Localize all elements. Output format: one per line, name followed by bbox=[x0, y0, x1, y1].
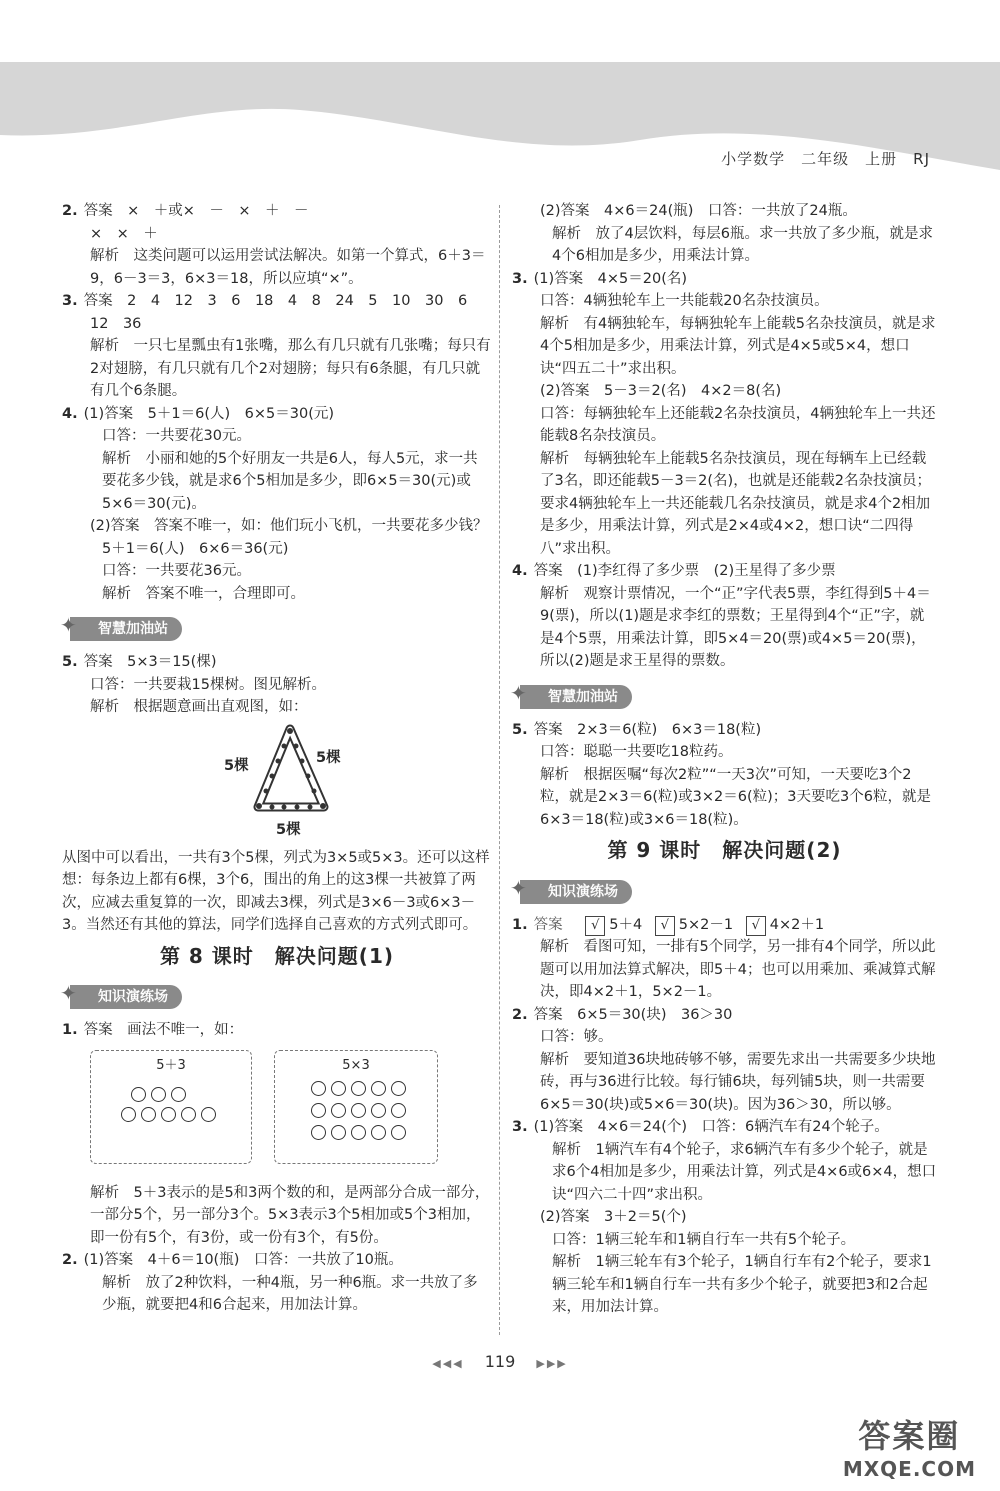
site-watermark: 答案圈 MXQE.COM bbox=[842, 1417, 976, 1481]
lesson8-question-2-part2 bbox=[512, 200, 937, 268]
analysis: 解析 看图可知，一排有5个同学，另一排有4个同学，所以此题可以用加法算式解决，即5＋4；也可以用乘加、乘减算式解决，即4×2＋1，5×2－1。 bbox=[540, 939, 936, 1000]
page-number: 119 bbox=[484, 1352, 516, 1371]
book-title: 小学数学 二年级 上册 RJ bbox=[721, 150, 930, 168]
analysis: 解析 有4辆独轮车，每辆独轮车上能载5名杂技演员，就是求4个5相加是多少，用乘法计算，列式是4×5或5×4，想口诀“四五二十”求出积。 bbox=[540, 315, 936, 377]
answer-line: 答案 5×3＝15(棵) bbox=[83, 654, 217, 670]
circle bbox=[161, 1107, 176, 1122]
answer-line: (1)答案 4＋6＝10(瓶) 口答：一共放了10瓶。 bbox=[83, 1252, 403, 1268]
answer-line: 答案 2×3＝6(粒) 6×3＝18(粒) bbox=[533, 721, 762, 738]
question-2: 2. 答案 × ＋或× － × ＋ － × × ＋ 解析 这类问题可以运用尝试法解决。如第一个算式，6＋3＝9，6－3＝3，6×3＝18，所以应填“×”。 bbox=[62, 200, 492, 290]
analysis: 解析 一只七星瓢虫有1张嘴，那么有几只就有几张嘴；每只有2对翅膀，有几只就有几个2对翅膀；每只有6条腿，有几只就有几个6条腿。 bbox=[90, 338, 491, 399]
oral-answer: 口答：够。 bbox=[540, 1029, 613, 1045]
circle bbox=[331, 1081, 346, 1096]
circle bbox=[181, 1107, 196, 1122]
circle bbox=[351, 1103, 366, 1118]
lesson8-question-1: 1. 答案 画法不唯一，如： 5＋3 5×3 解析 5＋3表示的是5和3两个数的和，是两部分合成一部分，一部分5个，另一部分3个。5×3表示3个5相加或5个3相加，即一份有5个，有3份，或一份有3个，有5份。 bbox=[62, 1019, 492, 1249]
triangle-bottom-label: 5棵 bbox=[276, 821, 301, 838]
question-3: 3. 答案 2 4 12 3 6 18 4 8 24 5 10 30 6 12 36 解析 一只七星瓢虫有1张嘴，那么有几只就有几张嘴；每只有2对翅膀，有几只就有几个2对翅膀；每只有6条腿，有几只就有几个6条腿。 bbox=[62, 290, 492, 403]
section-banner: ✦ 智慧加油站 bbox=[70, 617, 182, 641]
check-mark-icon: √ bbox=[746, 916, 766, 936]
page-footer bbox=[0, 1352, 1000, 1371]
triangle-left-label: 5棵 bbox=[224, 757, 249, 774]
circle bbox=[351, 1081, 366, 1096]
answer-line: 答案 画法不唯一，如： bbox=[83, 1022, 244, 1038]
circle bbox=[391, 1125, 406, 1140]
star-icon: ✦ bbox=[510, 875, 527, 900]
analysis: 解析 观察计票情况，一个“正”字代表5票，李红得到5＋4＝9(票)，所以(1)题是求李红的票数；王星得到4个“正”字，就是4个5票，用乘法计算，即5×4＝20(票)或4×5＝20(票)，所以(2)题是求王星得的票数。 bbox=[540, 585, 931, 669]
answer-line: (2)答案 4×6＝24(瓶) 口答：一共放了24瓶。 bbox=[540, 203, 857, 219]
question-4: 4. (1)答案 5＋1＝6(人) 6×5＝30(元) 口答：一共要花30元。 解析 小丽和她的5个好朋友一共是6人，每人5元，求一共要花多少钱，就是求6个5相加是多少，即6×5＝30(元)或5×6＝30(元)。 (2)答案 答案不唯一，如：他们玩小飞机，一共要花多少钱？ 5＋1＝6(人) 6×6＝36(元) 口答：一共要花36元。 解析 答案不唯一，合理即可。 bbox=[62, 403, 492, 606]
left-column bbox=[62, 200, 492, 1317]
circle bbox=[331, 1103, 346, 1118]
circle bbox=[391, 1103, 406, 1118]
circle bbox=[311, 1125, 326, 1140]
page-header bbox=[0, 0, 1000, 180]
addition-box: 5＋3 bbox=[90, 1050, 252, 1164]
analysis: 解析 答案不唯一，合理即可。 bbox=[102, 585, 305, 602]
circle bbox=[371, 1081, 386, 1096]
lesson-title: 第 8 课时 解决问题(1) bbox=[159, 943, 395, 968]
analysis: 解析 5＋3表示的是5和3两个数的和，是两部分合成一部分，一部分5个，另一部分3个。5×3表示3个5相加或5个3相加，即一份有5个，有3份，或一份有3个，有5份。 bbox=[90, 1184, 490, 1246]
circle bbox=[391, 1081, 406, 1096]
right-column bbox=[512, 200, 937, 1319]
analysis: 解析 要知道36块地砖够不够，需要先求出一共需要多少块地砖，再与36进行比较。每行铺6块，每列铺5块，则一共需要6×5＝30(块)或5×6＝30(块)。因为36＞30，所以够。 bbox=[540, 1051, 936, 1113]
circle bbox=[311, 1081, 326, 1096]
answer-line: 答案 (1)李红得了多少票 (2)王星得了多少票 bbox=[533, 563, 836, 579]
analysis: 解析 放了4层饮料，每层6瓶。求一共放了多少瓶，就是求4个6相加是多少，用乘法计算。 bbox=[552, 225, 933, 264]
lesson8-question-4: 4. 答案 (1)李红得了多少票 (2)王星得了多少票 解析 观察计票情况，一个“正”字代表5票，李红得到5＋4＝9(票)，所以(1)题是求李红的票数；王星得到4个“正”字，就是4个5票，用乘法计算，即5×4＝20(票)或4×5＝20(票)，所以(2)题是求王星得的票数。 bbox=[512, 560, 937, 673]
analysis: 解析 1辆汽车有4个轮子，求6辆汽车有多少个轮子，就是求6个4相加是多少，用乘法计算，列式是4×6或6×4，想口诀“四六二十四”求出积。 bbox=[552, 1141, 937, 1203]
lesson8-question-5: 5. 答案 2×3＝6(粒) 6×3＝18(粒) 口答：聪聪一共要吃18粒药。 解析 根据医嘱“每次2粒”“一天3次”可知，一天要吃3个2粒，就是2×3＝6(粒)或3×2＝6(粒)；3天要吃3个6粒，就是6×3＝18(粒)或3×6＝18(粒)。 bbox=[512, 719, 937, 832]
analysis: 解析 根据题意画出直观图，如： bbox=[90, 699, 308, 715]
analysis: 解析 每辆独轮车上能载5名杂技演员，现在每辆车上已经载了3名，即还能载5－3＝2(名)，也就是还能载2名杂技演员；要求4辆独轮车上一共还能载几名杂技演员，就是求4个2相加是多少，用乘法计算，列式是2×4或4×2，想口诀“二四得八”求出积。 bbox=[540, 450, 931, 557]
star-icon: ✦ bbox=[510, 680, 527, 705]
section-banner: ✦ 智慧加油站 bbox=[520, 685, 632, 709]
circle bbox=[351, 1125, 366, 1140]
star-icon: ✦ bbox=[60, 613, 77, 637]
lesson9-question-3: 3. (1)答案 4×6＝24(个) 口答：6辆汽车有24个轮子。 解析 1辆汽车有4个轮子，求6辆汽车有多少个轮子，就是求6个4相加是多少，用乘法计算，列式是4×6或6×4，想口诀“四六二十四”求出积。 (2)答案 3＋2＝5(个) 口答：1辆三轮车和1辆自行车一共有5个轮子。 解析 1辆三轮车有3个轮子，1辆自行车有2个轮子，要求1辆三轮车和1辆自行车一共有多少个轮子，就要把3和2合起来，用加法计算。 bbox=[512, 1116, 937, 1319]
oral-answer: 口答：每辆独轮车上还能载2名杂技演员，4辆独轮车上一共还能载8名杂技演员。 bbox=[540, 405, 936, 444]
explanation: 从图中可以看出，一共有3个5棵，列式为3×5或5×3。还可以这样想：每条边上都有6棵，3个6，围出的角上的这3棵一共被算了两次，应减去重复算的一次，即减去3棵，列式是3×6－3或6×3－3。当然还有其他的算法，同学们选择自己喜欢的方式列式即可。 bbox=[62, 849, 490, 933]
check-mark-icon: √ bbox=[585, 916, 605, 936]
circle bbox=[171, 1087, 186, 1102]
answer-line: (2)答案 5－3＝2(名) 4×2＝8(名) bbox=[540, 383, 782, 399]
analysis: 解析 1辆三轮车有3个轮子，1辆自行车有2个轮子，要求1辆三轮车和1辆自行车一共有多少个轮子，就要把3和2合起来，用加法计算。 bbox=[552, 1254, 932, 1315]
answer-line: 答案 2 4 12 3 6 18 4 8 24 5 10 30 6 12 36 bbox=[83, 293, 482, 332]
column-divider bbox=[499, 205, 500, 1335]
circle bbox=[141, 1107, 156, 1122]
circle bbox=[371, 1125, 386, 1140]
star-icon: ✦ bbox=[60, 981, 77, 1005]
circle bbox=[151, 1087, 166, 1102]
analysis: 解析 根据医嘱“每次2粒”“一天3次”可知，一天要吃3个2粒，就是2×3＝6(粒)或3×2＝6(粒)；3天要吃3个6粒，就是6×3＝18(粒)或3×6＝18(粒)。 bbox=[540, 766, 931, 828]
circle bbox=[131, 1087, 146, 1102]
lesson9-question-2: 2. 答案 6×5＝30(块) 36＞30 口答：够。 解析 要知道36块地砖够不够，需要先求出一共需要多少块地砖，再与36进行比较。每行铺6块，每列铺5块，则一共需要6×5＝30(块)或5×6＝30(块)。因为36＞30，所以够。 bbox=[512, 1004, 937, 1117]
answer-line: (1)答案 4×5＝20(名) bbox=[533, 270, 688, 287]
oral-answer: 口答：4辆独轮车上一共能载20名杂技演员。 bbox=[540, 293, 829, 309]
circle bbox=[371, 1103, 386, 1118]
lesson-title: 第 9 课时 解决问题(2) bbox=[607, 838, 842, 862]
calculation: 5＋1＝6(人) 6×6＝36(元) bbox=[102, 540, 289, 557]
question-5: 5. 答案 5×3＝15(棵) 口答：一共要栽15棵树。图见解析。 解析 根据题意画出直观图，如： 5棵 5棵 5棵 从图中可以看出，一共有3个5棵，列式为3×5或5×3。还可以这样想：每条边上都有6棵，3个6，围出的角上的这3棵一共被算了两次，应减去重复算的一次，即减去3棵，列式是3×6－3或6×3－3。当然还有其他的算法，同学们选择自己喜欢的方式列式即可。 bbox=[62, 651, 492, 937]
analysis: 解析 小丽和她的5个好朋友一共是6人，每人5元，求一共要花多少钱，就是求6个5相加是多少，即6×5＝30(元)或5×6＝30(元)。 bbox=[102, 450, 478, 512]
section-banner: ✦ 知识演练场 bbox=[520, 880, 632, 904]
oral-answer: 口答：聪聪一共要吃18粒药。 bbox=[540, 744, 733, 760]
oral-answer: 口答：一共要花30元。 bbox=[102, 428, 251, 444]
right-arrows-icon: ▶▶▶ bbox=[536, 1357, 568, 1370]
circle bbox=[331, 1125, 346, 1140]
drawing-boxes bbox=[62, 1042, 492, 1182]
section-banner: ✦ 知识演练场 bbox=[70, 985, 182, 1009]
lesson8-question-2: 2. (1)答案 4＋6＝10(瓶) 口答：一共放了10瓶。 解析 放了2种饮料，一种4瓶，另一种6瓶。求一共放了多少瓶，就要把4和6合起来，用加法计算。 bbox=[62, 1249, 492, 1317]
left-arrows-icon: ◀◀◀ bbox=[432, 1357, 464, 1370]
answer-line: (2)答案 3＋2＝5(个) bbox=[540, 1209, 687, 1225]
circle bbox=[311, 1103, 326, 1118]
lesson8-question-3: 3. (1)答案 4×5＝20(名) 口答：4辆独轮车上一共能载20名杂技演员。 解析 有4辆独轮车，每辆独轮车上能载5名杂技演员，就是求4个5相加是多少，用乘法计算，列式是4×5或5×4，想口诀“四五二十”求出积。 (2)答案 5－3＝2(名) 4×2＝8(名) 口答：每辆独轮车上还能载2名杂技演员，4辆独轮车上一共还能载8名杂技演员。 解析 每辆独轮车上能载5名杂技演员，现在每辆车上已经载了3名，即还能载5－3＝2(名)，也就是还能载2名杂技演员；要求4辆独轮车上一共还能载几名杂技演员，就是求4个2相加是多少，用乘法计算，列式是2×4或4×2，想口诀“二四得八”求出积。 bbox=[512, 268, 937, 561]
answer-line: × × ＋ bbox=[90, 225, 158, 242]
answer-line: (1)答案 5＋1＝6(人) 6×5＝30(元) bbox=[83, 405, 335, 422]
check-mark-icon: √ bbox=[655, 916, 675, 936]
circle bbox=[201, 1107, 216, 1122]
multiplication-box: 5×3 bbox=[274, 1050, 438, 1164]
triangle-diagram bbox=[62, 719, 492, 847]
answer-line: 答案 × ＋或× － × ＋ － bbox=[83, 203, 309, 219]
answer-line: (2)答案 答案不唯一，如：他们玩小飞机，一共要花多少钱？ bbox=[90, 518, 488, 534]
analysis: 解析 放了2种饮料，一种4瓶，另一种6瓶。求一共放了多少瓶，就要把4和6合起来，用加法计算。 bbox=[102, 1274, 478, 1313]
lesson9-question-1: 1. 答案 √ 5＋4 √ 5×2－1 √ 4×2＋1 解析 看图可知，一排有5个同学，另一排有4个同学，所以此题可以用加法算式解决，即5＋4；也可以用乘加、乘减算式解决，即4×2＋1，5×2－1。 bbox=[512, 914, 937, 1004]
answer-line: 答案 6×5＝30(块) 36＞30 bbox=[533, 1006, 733, 1023]
oral-answer: 口答：一共要栽15棵树。图见解析。 bbox=[90, 676, 326, 693]
oral-answer: 口答：1辆三轮车和1辆自行车一共有5个轮子。 bbox=[552, 1231, 856, 1248]
analysis: 解析 这类问题可以运用尝试法解决。如第一个算式，6＋3＝9，6－3＝3，6×3＝18，所以应填“×”。 bbox=[90, 248, 486, 287]
answer-line: (1)答案 4×6＝24(个) 口答：6辆汽车有24个轮子。 bbox=[533, 1119, 889, 1135]
oral-answer: 口答：一共要花36元。 bbox=[102, 563, 251, 579]
circle bbox=[121, 1107, 136, 1122]
triangle-right-label: 5棵 bbox=[316, 749, 341, 766]
